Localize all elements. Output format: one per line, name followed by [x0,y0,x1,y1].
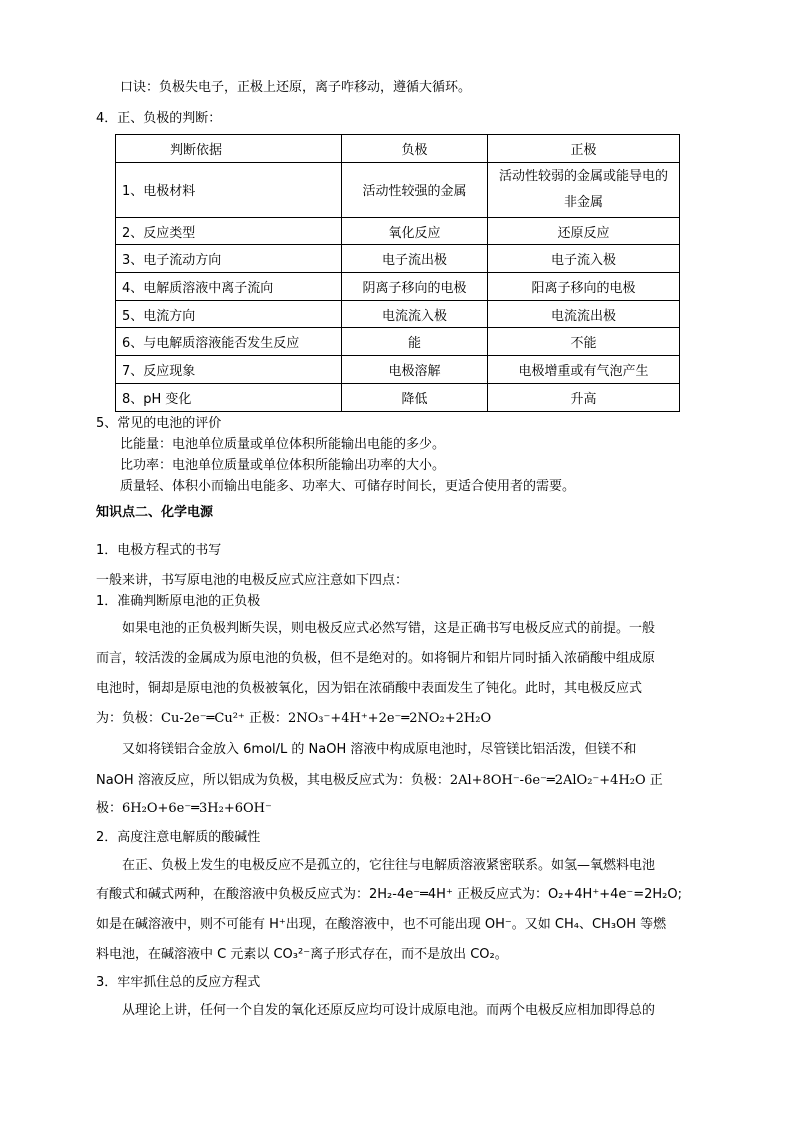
table-cell: 1、电极材料 [116,162,342,217]
section-5-title: 5、常见的电池的评价 [96,416,222,431]
table-cell: 2、反应类型 [116,217,342,245]
specific-power-line: 比功率：电池单位质量或单位体积所能输出功率的大小。 [120,458,446,473]
table-row [116,356,680,384]
table-row [116,300,680,328]
table-row [116,217,680,245]
section-4-title: 4．正、负极的判断： [96,111,222,126]
point-2-line: 如是在碱溶液中，则不可能有 H⁺出现，在酸溶液中，也不可能出现 OH⁻。又如 CH₄、CH₃OH 等燃 [96,917,667,932]
point-1-title: 1．准确判断原电池的正负极 [96,594,261,609]
positive-water-equation: 6H₂O+6e⁻═3H₂+6OH⁻ [122,801,272,816]
table-cell: 能 [342,328,488,356]
table-cell: 4、电解质溶液中离子流向 [116,273,342,301]
point-2-title: 2．高度注意电解质的酸碱性 [96,830,261,845]
table-cell: 阴离子移向的电极 [342,273,488,301]
point-1-para-line: 电池时，铜却是原电池的负极被氧化，因为铝在浓硝酸中表面发生了钝化。此时，其电极反应式 [96,681,643,696]
point-2-line: 在正、负极上发生的电极反应不是孤立的，它往往与电解质溶液紧密联系。如氢—氧燃料电池 [122,858,656,873]
point-1-para-line: 而言，较活泼的金属成为原电池的负极，但不是绝对的。如将铜片和铝片同时插入浓硝酸中组成原 [96,651,656,666]
table-cell: 降低 [342,383,488,411]
positive-electrode-equation: 2NO₃⁻+4H⁺+2e⁻═2NO₂+2H₂O [287,711,492,726]
point-1-para2-line [96,772,663,790]
table-header-negative: 负极 [342,135,488,163]
quality-line: 质量轻、体积小而输出电能多、功率大、可储存时间长，更适合使用者的需要。 [120,479,576,494]
table-cell: 7、反应现象 [116,356,342,384]
point-1-para2-line: 又如将镁铝合金放入 6mol/L 的 NaOH 溶液中构成原电池时，尽管镁比铝活泼，但镁不和 [122,742,637,757]
table-cell: 电子流出极 [342,245,488,273]
table-header-row [116,135,680,163]
table-row [116,273,680,301]
table-cell: 电极溶解 [342,356,488,384]
table-row [116,245,680,273]
table-cell: 活动性较强的金属 [342,162,488,217]
table-cell: 3、电子流动方向 [116,245,342,273]
table-cell: 不能 [488,328,680,356]
point-1-equation-line [96,710,491,728]
subsection-1-title: 1．电极方程式的书写 [96,543,222,558]
specific-energy-line: 比能量：电池单位质量或单位体积所能输出电能的多少。 [120,437,446,452]
table-cell: 6、与电解质溶液能否发生反应 [116,328,342,356]
table-header-positive: 正极 [488,135,680,163]
electrode-judgment-table [115,134,680,412]
intro-line: 一般来讲，书写原电池的电极反应式应注意如下四点： [96,573,409,588]
table-cell: 阳离子移向的电极 [488,273,680,301]
table-cell: 电极增重或有气泡产生 [488,356,680,384]
para2-label: 极： [96,801,123,816]
table-row [116,162,680,217]
point-3-line: 从理论上讲，任何一个自发的氧化还原反应均可设计成原电池。而两个电极反应相加即得总的 [122,1003,656,1018]
knowledge-point-2-title: 知识点二、化学电源 [96,505,214,520]
equation-prefix: 为：负极： [96,711,162,726]
mnemonic-line: 口诀：负极失电子，正极上还原，离子咋移动，遵循大循环。 [120,80,472,95]
point-2-line: 料电池，在碱溶液中 C 元素以 CO₃²⁻离子形式存在，而不是放出 CO₂。 [96,947,508,962]
table-row [116,383,680,411]
aluminum-negative-equation: 2Al+8OH⁻-6e⁻═2AlO₂⁻+4H₂O [449,773,646,788]
para2-tail: 正 [649,773,663,788]
table-cell: 还原反应 [488,217,680,245]
para2-text: NaOH 溶液反应，所以铝成为负极，其电极反应式为：负极： [96,773,450,788]
table-row [116,328,680,356]
table-cell: 活动性较弱的金属或能导电的非金属 [488,162,680,217]
table-cell: 5、电流方向 [116,300,342,328]
point-2-line: 有酸式和碱式两种，在酸溶液中负极反应式为：2H₂-4e⁻═4H⁺ 正极反应式为：O₂+4H⁺+4e⁻=2H₂O; [96,887,682,902]
negative-electrode-equation: Cu-2e⁻═Cu²⁺ [161,711,245,726]
table-cell: 电流流出极 [488,300,680,328]
point-1-para-line: 如果电池的正负极判断失误，则电极反应式必然写错，这是正确书写电极反应式的前提。一般 [122,621,656,636]
positive-label: 正极： [248,711,288,726]
table-cell: 电流流入极 [342,300,488,328]
point-3-title: 3．牢牢抓住总的反应方程式 [96,975,261,990]
point-1-para2-line [96,800,272,818]
table-header-basis: 判断依据 [116,135,342,163]
table-cell: 升高 [488,383,680,411]
table-cell: 8、pH 变化 [116,383,342,411]
table-cell: 电子流入极 [488,245,680,273]
table-cell: 氧化反应 [342,217,488,245]
